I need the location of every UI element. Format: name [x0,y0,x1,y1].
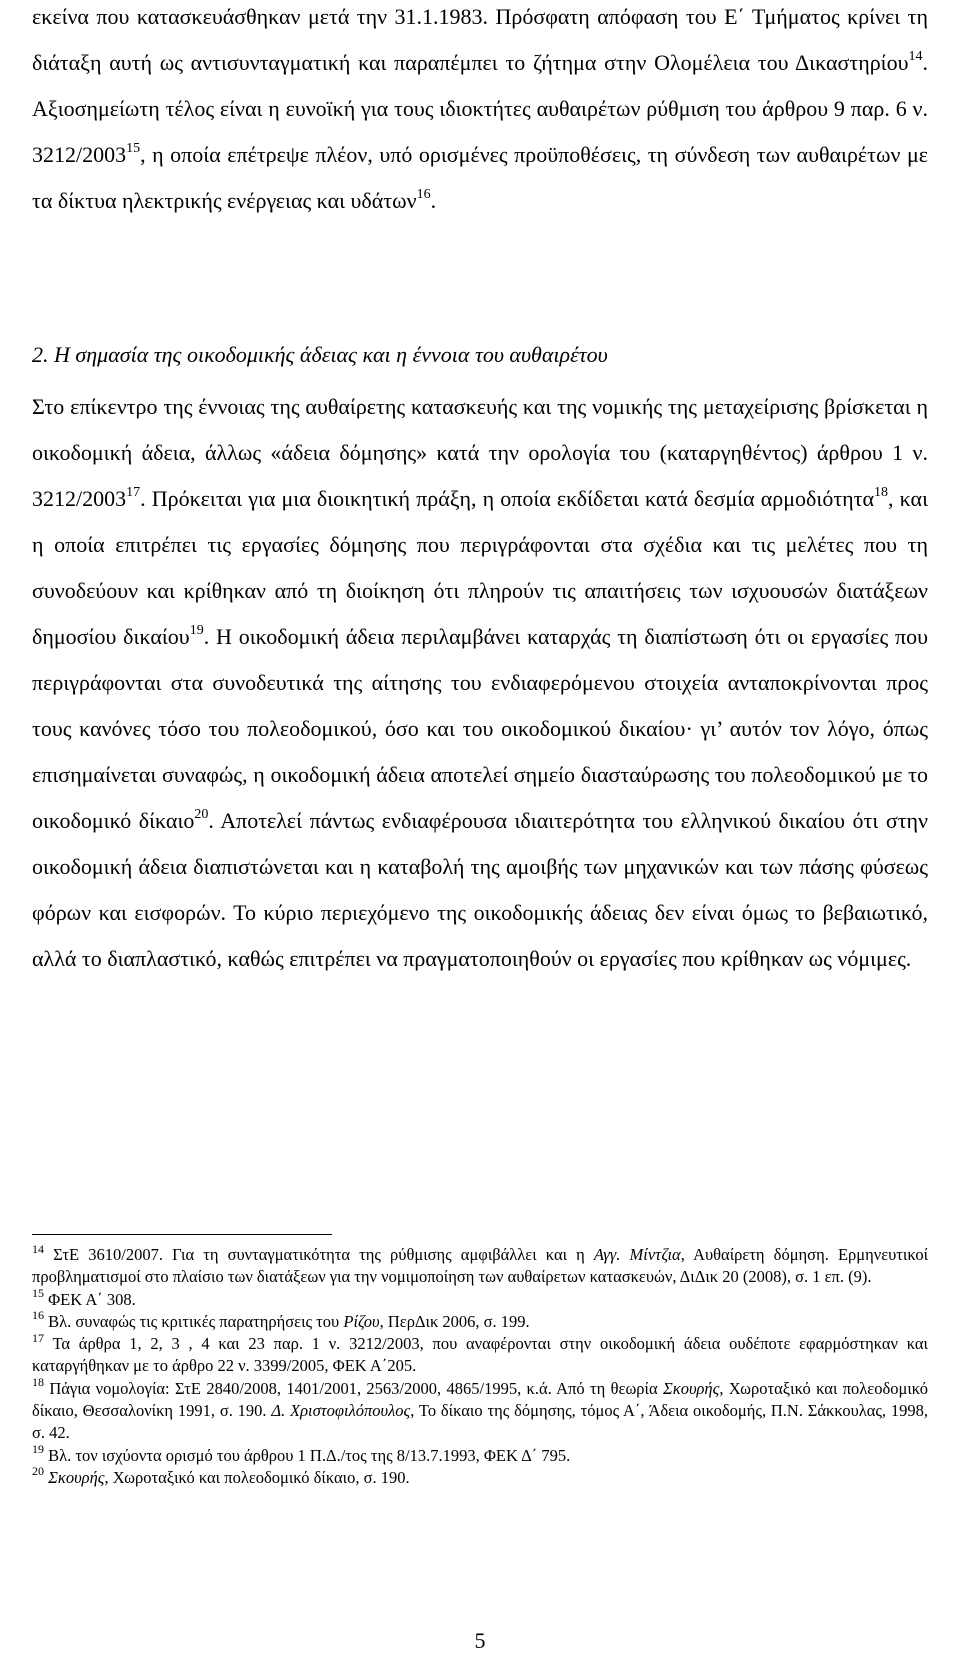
footnote-author: Δ. Χριστοφιλόπουλος [271,1401,411,1421]
footnote-text: Τα άρθρα 1, 2, 3 , 4 και 23 παρ. 1 ν. 3212/2003, που αναφέρονται στην οικοδομική άδεια ουδέποτε εφαρμόστηκαν και καταργήθηκαν με το άρθρο 22 ν. 3399/2005, ΦΕΚ Α΄205. [32,1334,928,1376]
footnote-ref-15[interactable]: 15 [126,140,141,156]
footnote-number: 18 [32,1375,44,1390]
footnote-number: 20 [32,1464,44,1479]
footnote-text: , Το δίκαιο της δόμησης, τόμος Α΄, Άδεια οικοδομής, Π.Ν. Σάκκουλας, 1998, σ. 42. [32,1401,929,1443]
body-paragraph-1 [32,0,928,224]
text-run: , η οποία επέτρεψε πλέον, υπό ορισμένες προϋποθέσεις, τη σύνδεση των αυθαιρέτων με τα δίκτυα ηλεκτρικής ενέργειας και υδάτων [32,142,928,213]
footnote-ref-17[interactable]: 17 [126,484,141,500]
footnote-author: Ρίζου [343,1311,380,1331]
footnote-18 [32,1375,929,1445]
footnote-text: , Χωροταξικό και πολεοδομικό δίκαιο, σ. 190. [104,1467,410,1487]
footnote-ref-20[interactable]: 20 [194,806,209,822]
footnote-19 [32,1442,928,1467]
text-run: Στο επίκεντρο της έννοιας της αυθαίρετης κατασκευής και της νομικής της μεταχείρισης βρίσκεται η οικοδομική άδεια, άλλως «άδεια δόμησης» κατά την ορολογία του (καταργηθέντος) άρθρου 1 ν. 3212/2003 [32,394,928,511]
footnote-number: 19 [32,1442,44,1457]
footnote-text: Βλ. συναφώς τις κριτικές παρατηρήσεις του [44,1311,344,1331]
footnote-text: ΦΕΚ Α΄ 308. [44,1289,136,1309]
footnote-text: , ΠερΔικ 2006, σ. 199. [379,1311,530,1331]
footnote-text: Βλ. τον ισχύοντα ορισμό του άρθρου 1 Π.Δ./τος της 8/13.7.1993, ΦΕΚ Δ΄ 795. [44,1445,571,1465]
page-number: 5 [474,1628,486,1653]
footnote-ref-14[interactable]: 14 [908,48,923,64]
footnote-20 [32,1464,928,1489]
text-run: εκείνα που κατασκευάσθηκαν μετά την 31.1.1983. Πρόσφατη απόφαση του Ε΄ Τμήματος κρίνει τη διάταξη αυτή ως αντισυνταγματική και παραπέμπει το ζήτημα στην Ολομέλεια του Δικαστηρίου [32,4,928,75]
footnote-text: , Χωροταξικό και πολεοδομικό δίκαιο, Θεσσαλονίκη 1991, σ. 190. [32,1378,929,1421]
footnote-author: Αγγ. Μίντζια [593,1245,681,1264]
footnote-ref-18[interactable]: 18 [874,484,889,500]
text-run: . [430,188,437,213]
footnote-ref-16[interactable]: 16 [416,186,431,202]
text-run: . Αποτελεί πάντως ενδιαφέρουσα ιδιαιτερότητα του ελληνικού δικαίου ότι στην οικοδομική άδεια διαπιστώνεται και η καταβολή της αμοιβής των μηχανικών και των πάσης φύσεως φόρων και εισφορών. Το κύριο περιεχόμενο της οικοδομικής άδειας δεν είναι όμως το βεβαιωτικό, αλλά το διαπλαστικό, καθώς επιτρέπει να πραγματοποιηθούν οι εργασίες που κρίθηκαν ως νόμιμες. [32,808,928,971]
footnote-number: 16 [32,1308,44,1323]
footnote-separator [32,1234,332,1235]
footnote-author: Σκουρής [44,1467,105,1487]
footnote-text: Πάγια νομολογία: ΣτΕ 2840/2008, 1401/2001, 2563/2000, 4865/1995, κ.ά. Από τη θεωρία [44,1378,663,1398]
section-heading: 2. Η σημασία της οικοδομικής άδειας και η έννοια του αυθαιρέτου [32,342,608,367]
footnote-15 [32,1286,928,1311]
text-run: , και η οποία επιτρέπει τις εργασίες δόμησης που περιγράφονται στα σχέδια και τις μελέτες που τη συνοδεύουν και κρίθηκαν από τη διοίκηση ότι πληρούν τις απαιτήσεις των ισχυουσών διατάξεων δημοσίου δικαίου [32,486,928,649]
footnote-ref-19[interactable]: 19 [189,622,204,638]
text-run: . Πρόκειται για μια διοικητική πράξη, η οποία εκδίδεται κατά δεσμία αρμοδιότητα [140,486,875,511]
footnote-author: Σκουρής [662,1378,720,1398]
footnote-text: ΣτΕ 3610/2007. Για τη συνταγματικότητα της ρύθμισης αμφιβάλλει και η [44,1245,594,1264]
footnote-number: 17 [32,1330,44,1345]
body-paragraph-2 [32,384,928,982]
text-run: . Αξιοσημείωτη τέλος είναι η ευνοϊκή για τους ιδιοκτήτες αυθαιρέτων ρύθμιση του άρθρου 9 παρ. 6 ν. 3212/2003 [32,50,928,167]
footnote-16 [32,1308,928,1333]
footnote-14 [32,1241,929,1289]
footnote-text: , Αυθαίρετη δόμηση. Ερμηνευτικοί προβληματισμοί στο πλαίσιο των διατάξεων για την νομιμοποίηση των αυθαίρετων κατασκευών, ΔιΔικ 20 (2008), σ. 1 επ. (9). [32,1245,929,1287]
footnote-number: 14 [32,1241,44,1256]
footnote-17 [32,1330,928,1378]
footnotes-section [32,1241,929,1489]
footnote-number: 15 [32,1286,44,1301]
text-run: . Η οικοδομική άδεια περιλαμβάνει καταρχάς τη διαπίστωση ότι οι εργασίες που περιγράφονται στα συνοδευτικά της αίτησης του ενδιαφερόμενου στοιχεία ανταποκρίνονται προς τους κανόνες τόσο του πολεοδομικού, όσο και του οικοδομικού δικαίου· γι’ αυτόν τον λόγο, όπως επισημαίνεται συναφώς, η οικοδομική άδεια αποτελεί σημείο διασταύρωσης του πολεοδομικού με το οικοδομικό δίκαιο [32,624,928,833]
